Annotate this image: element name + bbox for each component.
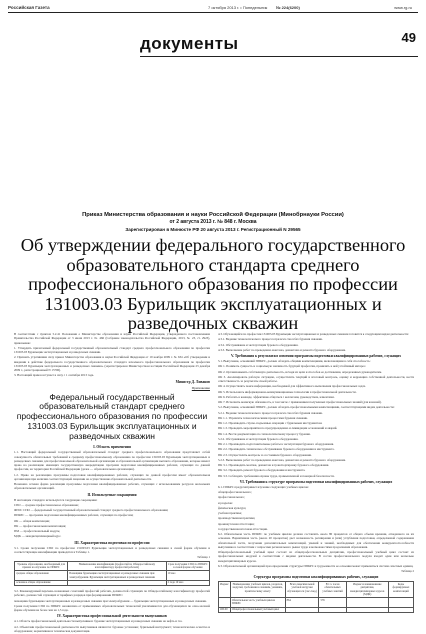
paragraph: ПК 2.3. Осуществлять контроль за состоянием бурового оборудования. [218, 452, 312, 457]
paragraph: 3. Настоящий приказ вступает в силу с 1 сентября 2013 года. [14, 373, 95, 378]
table-cell [319, 607, 346, 613]
paragraph: 4.3.3. Выполнение работ по проведению монтажа, демонтажа и ремонта бурового оборудования. [218, 347, 346, 352]
table-caption: Таблица 1 [197, 555, 210, 560]
paragraph: учебная практика; [218, 511, 243, 515]
table-cell: Обязательная часть учебных циклов ППКРС [230, 598, 285, 607]
paragraph: 3.1. Сроки получения СПО по профессии 131003.03 Бурильщик эксплуатационных и разведочных скважин в очной форме обучения и соответствующие квалификации приводятся в Таблице 1. [14, 545, 210, 554]
paragraph: ОК 6. Работать в команде, эффективно общаться с коллегами, руководством, клиентами. [218, 394, 335, 399]
table-header-cell: В т.ч. часов обязательных учебных занятий [319, 582, 346, 598]
paragraph: 1.1. Настоящий федеральный государственный образовательный стандарт среднего профессионального образования представляет собой совокупность обязательных требований к среднему профессиональному образованию по профессии 131003.03 Бурильщик эксплуатационных и разведочных скважин для профессиональной образовательной организации и образовательной организации высшего образования, которые имеют право на реализацию имеющих государственную аккредитацию программ подготовки квалифицированных рабочих, служащих по данной профессии, на территории Российской Федерации (далее — образовательная организация). [14, 450, 210, 472]
masthead-paper-name: Российская Газета [8, 5, 50, 10]
paragraph: 4.1. Область профессиональной деятельности выпускников: бурение эксплуатационных и разведочных скважин на нефть и газ. [14, 619, 183, 624]
paragraph: 3.2. Рекомендуемый перечень возможных сочетаний профессий рабочих, должностей служащих по Общероссийскому классификатору профессий рабочих, должностей служащих и тарифных разрядов при формировании ППКРС: [14, 589, 210, 598]
paragraph: 4.2. Объектами профессиональной деятельности выпускников являются: буровые установки; бурильный инструмент; технологическая оснастка и оборудование; нормативная и техническая документация. [14, 624, 210, 633]
paragraph: 6.3. Образовательной организацией при определении структуры ППКРС и трудоемкости ее освоения может применяться система зачетных единиц. [218, 563, 414, 568]
section-rule [140, 56, 418, 57]
masthead-site: www.rg.ru [394, 5, 412, 10]
paragraph: ОК — общая компетенция; [14, 518, 50, 523]
table-header-cell: Индекс [219, 582, 231, 598]
paragraph: ППКРС — программа подготовки квалифицированных рабочих, служащих по профессии; [14, 513, 134, 518]
paragraph: 5.2.2. Обслуживание и эксплуатация бурового оборудования. [218, 436, 299, 441]
table-cell [388, 598, 413, 607]
paragraph: 6.2. Обязательная часть ППКРС по учебным циклам должна составлять около 80 процентов от общего объема времени, отведенного на их освоение. Вариативная часть (около 20 процентов) дает возможность расширения и (или) углубления подготовки, определяемой содержанием обязательной части, получения дополнительных компетенций, умений и знаний, необходимых для обеспечения конкурентоспособности выпускника в соответствии с запросами регионального рынка труда и возможностями продолжения образования. [218, 532, 414, 549]
paragraph: 4.3.2. Обслуживание и эксплуатация бурового оборудования. [218, 342, 299, 347]
table-header-cell: Уровень образования, необходимый для приема на обучение по ППКРС [15, 562, 68, 571]
masthead-issue: № 224(6200) [276, 5, 300, 10]
paragraph: ОК 7. Исполнять воинскую обязанность, в том числе с применением полученных профессиональных знаний (для юношей). [218, 400, 382, 404]
structure-table [218, 581, 414, 613]
section-heading: III. Характеристика подготовки по профессии [74, 540, 150, 545]
paragraph: общепрофессионального; [218, 490, 252, 494]
standard-title: Федеральный государственный образовательный стандарт среднего профессионального образования по профессии 131003.03 Бурильщик эксплуатационных и разведочных скважин [16, 391, 208, 441]
minister-signature: Министр Д. Ливанов [175, 379, 210, 384]
section-heading: VI. Требования к структуре программы подготовки квалифицированных рабочих, служащих [239, 479, 393, 484]
paragraph: помощник бурильщика эксплуатационных и разведочных скважин при электробурении — бурильщик эксплуатационных и разведочных скважин. [14, 598, 207, 603]
left-column [14, 332, 210, 634]
paragraph: Сроки получения СПО по ППКРС независимо от применяемых образовательных технологий увеличиваются для обучающихся по очно-заочной форме обучения не более чем на 1,5 года. [14, 603, 210, 613]
table-cell: 2 года 10 мес. [166, 580, 209, 586]
paragraph: 1. Утвердить прилагаемый федеральный государственный образовательный стандарт среднего профессионального образования по профессии 131003.03 Бурильщик эксплуатационных и разведочных скважин. [14, 345, 210, 354]
appendix-label: Приложение [191, 385, 210, 390]
table-header-cell: Всего максимальной учебной нагрузки обучающегося (час./нед.) [285, 582, 319, 598]
paragraph: ПК 1.1. Управлять технологическими процессами бурения скважин. [218, 415, 308, 420]
paragraph: 4.3.1. Ведение технологического процесса при всех способах бурения скважин. [218, 337, 323, 342]
table-header-cell: Срок получения СПО по ППКРС в очной форме обучения [168, 562, 208, 570]
paragraph: ОК 3. Анализировать рабочую ситуацию, осуществлять текущий и итоговый контроль, оценку и коррекцию собственной деятельности, нести ответственность за результаты своей работы. [218, 374, 414, 383]
paragraph: ПК 1.3. Проводить мероприятия по предупреждению и ликвидации осложнений и аварий. [218, 426, 338, 431]
table-header-cell: Наименование учебных циклов, разделов, модулей, требования к знаниям, умениям, практическому опыту [230, 582, 285, 598]
paragraph: 6.1. ППКРС предусматривает изучение следующих учебных циклов: [218, 484, 309, 489]
paragraph: 5.2.3. Выполнение работ по проведению монтажа, демонтажа и ремонта бурового оборудования. [218, 457, 346, 462]
section-title: документы [140, 34, 239, 53]
table-header-row [15, 562, 210, 571]
table-header-cell: Коды формируемых компетенций [388, 582, 413, 598]
table-cell: ОП.00 [219, 607, 231, 613]
order-registration: Зарегистрирован в Минюсте РФ 20 августа 2013 г. Регистрационный N 29565 [125, 227, 301, 232]
table-row [219, 598, 414, 607]
order-issuer: Приказ Министерства образования и науки Российской Федерации (Минобрнауки России) [82, 212, 344, 218]
paragraph: СПО — среднее профессиональное образование; [14, 502, 79, 507]
paragraph: ОК 4. Осуществлять поиск информации, необходимой для эффективного выполнения профессиональных задач. [218, 384, 366, 389]
paragraph: ФГОС СПО — федеральный государственный образовательный стандарт среднего профессионального образования; [14, 508, 169, 513]
paragraph: В настоящем стандарте используются следующие сокращения: [14, 497, 98, 502]
section-heading: II. Используемые сокращения [87, 492, 137, 497]
table-cell: 576 [319, 598, 346, 607]
table-cell [68, 580, 166, 586]
section-heading: IV. Характеристика профессиональной деятельности выпускников [57, 614, 167, 619]
paragraph: ПК 2.1. Производить подготовительные работы к эксплуатации бурового оборудования. [218, 442, 334, 446]
paragraph: ОК 1. Понимать сущность и социальную значимость будущей профессии, проявлять к ней устойчивый интерес. [218, 364, 367, 369]
qualification-table [14, 561, 210, 586]
paragraph: ПК 1.4. Вести документацию по технологическому процессу бурения. [218, 431, 311, 436]
order-header [40, 211, 386, 233]
paragraph: ПК 3.3. Соблюдать требования охраны труда, промышленной и пожарной безопасности. [218, 473, 335, 478]
table-header-row [219, 582, 414, 598]
section-heading: I. Область применения [93, 445, 131, 450]
paragraph: Общепрофессиональный учебный цикл состоит из общепрофессиональных дисциплин, профессиональный учебный цикл состоит из профессиональных модулей в соответствии с видами деятельности. В состав профессионального модуля входит один или несколько междисциплинарных курсов. [218, 550, 414, 563]
paragraph: ПК — профессиональная компетенция; [14, 523, 67, 528]
paragraph: В соответствии с пунктом 5.2.41 Положения о Министерстве образования и науки Российской Федерации, утвержденного постановлением Правительства Российской Федерации от 3 июня 2013 г. № 466 (Собрание законодательства Российской Федерации, 2013, № 23, ст. 2923), приказываю: [14, 332, 210, 345]
paragraph: 5.2.1. Ведение технологического процесса при всех способах бурения скважин. [218, 410, 323, 415]
paragraph: ПК 3.1. Производить монтаж, демонтаж и транспортировку бурового оборудования. [218, 463, 330, 467]
table-title: Структура программы подготовки квалифицированных рабочих, служащих [253, 575, 379, 579]
paragraph: 5.2. Выпускник, освоивший ППКРС, должен обладать профессиональными компетенциями, соответствующими видам деятельности: [218, 405, 395, 410]
table-cell [285, 607, 319, 613]
paragraph: 5.1. Выпускник, освоивший ППКРС, должен обладать общими компетенциями, включающими в себя способность: [218, 359, 371, 363]
paragraph: ПК 3.2. Проводить ремонт бурового оборудования и инструмента. [218, 468, 306, 473]
table-cell: среднее общее образование [15, 571, 68, 580]
paragraph: 1.2. Право на реализацию программы подготовки квалифицированных рабочих, служащих по данной профессии имеет образовательная организация при наличии соответствующей лицензии на осуществление образовательной деятельности. [14, 472, 210, 481]
paragraph: производственная практика; [218, 516, 256, 521]
table-cell: Помощник бурильщика эксплуатационных и разведочных скважин при электробурении. Бурильщик эксплуатационных и разведочных скважин [68, 571, 166, 580]
table-row [219, 607, 414, 613]
order-date-number: от 2 августа 2013 г. № 848 г. Москва [169, 219, 257, 225]
paragraph: ОК 5. Использовать информационно-коммуникационные технологии в профессиональной деятельности. [218, 389, 357, 394]
paragraph: ОК 2. Организовывать собственную деятельность, исходя из цели и способов ее достижения, определенных руководителем. [218, 369, 383, 374]
document-title: Об утверждении федерального государственного образовательного стандарта среднего профессионального образования по профессии 131003.03 Бурильщик эксплуатационных и разведочных скважин [20, 235, 406, 334]
table-cell: Общепрофессиональный учебный цикл [230, 607, 285, 613]
table-cell [219, 598, 231, 607]
table-cell [388, 607, 413, 613]
intro-paragraphs [14, 332, 210, 378]
section-heading: V. Требования к результатам освоения программы подготовки квалифицированных рабочих, служащих [230, 354, 402, 358]
paragraph: 2. Признать утратившим силу приказ Министерства образования и науки Российской Федерации от 19 ноября 2009 г. № 634 «Об утверждении и введении в действие федерального государственного образовательного стандарта начального профессионального образования по профессии 131003.03 Бурильщик эксплуатационных и разведочных скважин» (зарегистрирован Министерством юстиции Российской Федерации 23 декабря 2009 г., регистрационный N 15790). [14, 355, 210, 372]
table-cell: основное общее образование [15, 580, 68, 586]
paragraph: и разделов: [218, 500, 233, 505]
paragraph: ПК 1.2. Производить спуско-подъемные операции с бурильным инструментом. [218, 421, 323, 425]
paragraph: промежуточная аттестация; [218, 521, 255, 526]
paragraph: МДК — междисциплинарный курс. [14, 534, 62, 539]
table-header-cell: Наименование квалификации (профессий по Общероссийскому классификатору профессий рабочих) [68, 562, 166, 571]
page-number: 49 [401, 30, 416, 45]
table-row [15, 580, 210, 586]
paragraph: профессионального; [218, 495, 245, 500]
table-row [15, 571, 210, 580]
table-caption: Таблица 2 [401, 569, 414, 573]
masthead-date: 7 октября 2013 г. • Понедельник [208, 5, 268, 10]
table-cell: 10 мес. [166, 571, 209, 580]
table-cell [346, 598, 388, 607]
paragraph: ПМ — профессиональный модуль; [14, 529, 61, 534]
table-cell: 864 [285, 598, 319, 607]
paragraph: государственная итоговая аттестация. [218, 526, 268, 531]
paragraph: 4.3. Обучающийся по профессии 131003.03 Бурильщик эксплуатационных и разведочных скважин готовится к следующим видам деятельности: [218, 332, 409, 336]
paragraph: ПК 2.2. Производить техническое обслуживание бурового оборудования и инструмента. [218, 447, 335, 452]
table-header-cell: Индекс и наименование дисциплин, междисциплинарных курсов (МДК) [346, 582, 388, 598]
right-column [218, 332, 414, 616]
top-rule [8, 12, 418, 13]
paragraph: физическая культура; [218, 505, 247, 510]
paragraph: Возможна сетевая форма реализации программы подготовки квалифицированных рабочих, служащих с использованием ресурсов нескольких образовательных организаций. [14, 482, 210, 491]
table-cell [346, 607, 388, 613]
